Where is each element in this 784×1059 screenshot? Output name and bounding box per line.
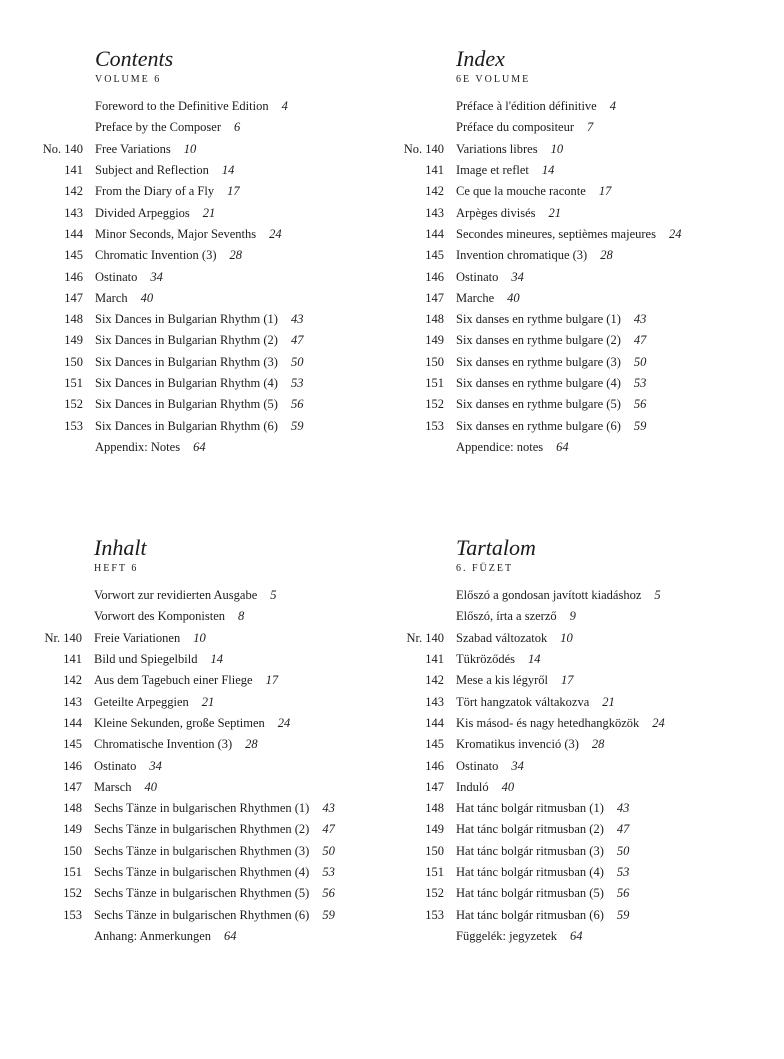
entry-page: 10 — [550, 141, 564, 156]
toc-entry — [29, 224, 429, 245]
entry-page: 14 — [541, 163, 555, 178]
toc-entry — [390, 755, 784, 776]
entry-number: 150 — [64, 354, 83, 369]
entry-title: Kis másod- és nagy hetedhangközök — [456, 715, 640, 730]
entry-number: 149 — [425, 333, 444, 348]
entry-page: 56 — [633, 397, 647, 412]
entry-page: 50 — [290, 354, 304, 369]
entry-title: Induló — [456, 779, 489, 794]
entry-number: 142 — [64, 184, 83, 199]
entry-number: 143 — [63, 694, 82, 709]
entry-page: 10 — [183, 141, 197, 156]
entry-title: Invention chromatique (3) — [456, 248, 588, 263]
toc-entry — [29, 266, 429, 287]
toc-entry — [28, 606, 428, 627]
entry-page: 21 — [548, 205, 561, 220]
entry-page: 53 — [322, 865, 335, 879]
entry-title: Six danses en rythme bulgare (5) — [456, 397, 621, 412]
toc-entry — [390, 904, 784, 925]
entry-page: 21 — [201, 694, 215, 709]
entry-title: From the Diary of a Fly — [95, 184, 215, 199]
entry-title: Freie Variationen — [94, 630, 181, 645]
entry-number: 145 — [425, 737, 444, 752]
toc-entry — [29, 96, 429, 117]
entry-page: 8 — [238, 609, 245, 624]
entry-number: 146 — [425, 758, 444, 773]
entry-number: 152 — [425, 886, 444, 901]
entry-title: Six danses en rythme bulgare (1) — [456, 312, 621, 327]
section-subtitle: HEFT 6 — [94, 563, 139, 574]
entry-page: 43 — [322, 801, 335, 816]
toc-entry — [390, 628, 784, 649]
entry-page: 10 — [193, 630, 206, 645]
toc-entry — [390, 649, 784, 670]
entry-number: 150 — [425, 354, 444, 369]
entry-number: 151 — [63, 865, 82, 879]
toc-entry — [28, 628, 428, 649]
toc-entry — [28, 734, 428, 755]
entry-title: Arpèges divisés — [456, 205, 536, 220]
entry-number: 142 — [63, 673, 82, 688]
entry-title: Kromatikus invenció (3) — [456, 737, 579, 752]
entry-title: Hat tánc bolgár ritmusban (4) — [456, 865, 604, 879]
toc-entry — [390, 224, 784, 245]
toc-entry — [29, 352, 429, 373]
entry-number: 148 — [425, 801, 444, 816]
toc-entry — [390, 713, 784, 734]
entry-number: 141 — [425, 163, 444, 178]
toc-entry — [390, 734, 784, 755]
entry-title: Szabad változatok — [456, 630, 548, 645]
entry-title: Sechs Tänze in bulgarischen Rhythmen (3) — [94, 843, 310, 858]
entry-page: 17 — [561, 673, 574, 688]
toc-entry — [390, 352, 784, 373]
entry-title: Ostinato — [456, 269, 499, 284]
entry-title: Sechs Tänze in bulgarischen Rhythmen (4) — [94, 865, 310, 879]
entry-title: Kleine Sekunden, große Septimen — [94, 715, 265, 730]
entry-number: 150 — [63, 843, 82, 858]
section-title: Inhalt — [94, 535, 147, 560]
toc-entry — [29, 117, 429, 138]
entry-number: 151 — [425, 865, 444, 879]
toc-entry — [390, 117, 784, 138]
entry-title: Six danses en rythme bulgare (6) — [456, 418, 621, 433]
entry-number: 147 — [64, 290, 83, 305]
entry-title: Tört hangzatok váltakozva — [456, 694, 590, 709]
entry-number: 153 — [425, 418, 444, 433]
entry-title: Chromatische Invention (3) — [94, 737, 233, 752]
entry-number: 149 — [64, 333, 83, 348]
toc-entry — [390, 691, 784, 712]
entry-page: 43 — [290, 312, 304, 327]
toc-entry — [390, 926, 784, 947]
entry-page: 10 — [560, 630, 573, 645]
toc-entry — [390, 394, 784, 415]
toc-entry — [390, 245, 784, 266]
entry-page: 17 — [598, 184, 612, 199]
toc-entry — [390, 288, 784, 309]
entry-title: Ce que la mouche raconte — [456, 184, 586, 199]
toc-entry — [29, 330, 429, 351]
entry-page: 28 — [591, 737, 605, 752]
entry-page: 47 — [633, 333, 647, 348]
entry-number: 144 — [64, 226, 83, 241]
entry-number: 149 — [425, 822, 444, 837]
toc-entry — [29, 373, 429, 394]
entry-number: 142 — [425, 673, 444, 688]
entry-title: Vorwort zur revidierten Ausgabe — [94, 588, 258, 603]
toc-entry — [390, 373, 784, 394]
entry-title: Előszó a gondosan javított kiadáshoz — [456, 588, 642, 603]
entry-page: 17 — [265, 673, 279, 688]
entry-title: Foreword to the Definitive Edition — [95, 99, 269, 114]
entry-number: 145 — [63, 737, 82, 752]
entry-title: Six Dances in Bulgarian Rhythm (2) — [95, 333, 278, 348]
entry-number: 145 — [64, 248, 83, 263]
entry-number: 141 — [425, 652, 444, 667]
toc-entry — [28, 883, 428, 904]
entry-page: 40 — [140, 290, 154, 305]
entry-title: Sechs Tänze in bulgarischen Rhythmen (6) — [94, 907, 310, 922]
toc-list — [390, 96, 784, 458]
entry-title: Ostinato — [95, 269, 138, 284]
toc-entry — [28, 819, 428, 840]
entry-page: 28 — [245, 737, 258, 752]
entry-title: Appendix: Notes — [95, 439, 181, 454]
entry-page: 40 — [144, 779, 157, 794]
toc-entry — [28, 904, 428, 925]
entry-number: 147 — [63, 779, 82, 794]
entry-page: 34 — [150, 269, 163, 284]
toc-entry — [390, 181, 784, 202]
entry-page: 34 — [149, 758, 162, 773]
entry-page: 64 — [193, 439, 206, 454]
entry-page: 28 — [600, 248, 613, 263]
toc-entry — [390, 415, 784, 436]
entry-title: Minor Seconds, Major Sevenths — [95, 226, 257, 241]
entry-page: 14 — [221, 163, 235, 178]
entry-number: 153 — [63, 907, 82, 922]
toc-entry — [390, 819, 784, 840]
entry-page: 34 — [511, 269, 524, 284]
toc-entry — [28, 862, 428, 883]
section-title: Index — [456, 46, 505, 71]
entry-title: Sechs Tänze in bulgarischen Rhythmen (1) — [94, 801, 310, 816]
entry-number: 153 — [425, 907, 444, 922]
entry-page: 4 — [281, 99, 288, 114]
entry-page: 6 — [234, 120, 241, 135]
entry-number: 144 — [425, 715, 444, 730]
entry-page: 14 — [528, 652, 541, 667]
toc-entry — [28, 841, 428, 862]
toc-entry — [28, 777, 428, 798]
entry-title: Ostinato — [94, 758, 137, 773]
entry-page: 7 — [587, 120, 594, 135]
entry-page: 50 — [322, 843, 335, 858]
entry-title: Préface à l'édition définitive — [456, 99, 597, 114]
entry-number: 143 — [425, 694, 444, 709]
toc-entry — [29, 437, 429, 458]
toc-entry — [28, 691, 428, 712]
entry-page: 47 — [322, 822, 335, 837]
entry-title: Preface by the Composer — [95, 120, 222, 135]
entry-number: 145 — [425, 248, 444, 263]
toc-list — [29, 96, 429, 458]
entry-number: 144 — [63, 715, 82, 730]
entry-page: 47 — [616, 822, 630, 837]
entry-title: Variations libres — [456, 141, 538, 156]
toc-entry — [28, 670, 428, 691]
section-title: Tartalom — [456, 535, 536, 560]
toc-entry — [28, 798, 428, 819]
entry-number: 153 — [64, 418, 83, 433]
entry-title: Marsch — [94, 779, 132, 794]
entry-page: 21 — [202, 205, 216, 220]
entry-title: Anhang: Anmerkungen — [94, 928, 211, 943]
entry-number: No. 140 — [403, 141, 444, 156]
entry-title: Chromatic Invention (3) — [95, 248, 217, 263]
entry-title: Ostinato — [456, 758, 499, 773]
entry-number: Nr. 140 — [44, 630, 82, 645]
entry-page: 47 — [290, 333, 304, 348]
entry-title: Subject and Reflection — [95, 163, 209, 178]
toc-entry — [390, 798, 784, 819]
toc-entry — [390, 841, 784, 862]
entry-page: 56 — [322, 886, 335, 901]
entry-page: 24 — [269, 226, 282, 241]
entry-number: 143 — [64, 205, 83, 220]
entry-title: Függelék: jegyzetek — [456, 928, 558, 943]
entry-number: 143 — [425, 205, 444, 220]
entry-title: Six danses en rythme bulgare (4) — [456, 376, 621, 390]
entry-page: 50 — [616, 843, 630, 858]
toc-entry — [29, 288, 429, 309]
entry-page: 53 — [616, 865, 630, 879]
entry-title: Six Dances in Bulgarian Rhythm (3) — [95, 354, 278, 369]
toc-entry — [29, 394, 429, 415]
entry-page: 34 — [511, 758, 524, 773]
entry-title: Előszó, írta a szerző — [456, 609, 557, 624]
entry-title: Free Variations — [95, 141, 171, 156]
toc-entry — [390, 862, 784, 883]
toc-entry — [390, 96, 784, 117]
entry-page: 21 — [602, 694, 615, 709]
entry-title: Vorwort des Komponisten — [94, 609, 226, 624]
toc-entry — [28, 926, 428, 947]
toc-entry — [29, 160, 429, 181]
toc-list — [28, 585, 428, 947]
entry-page: 28 — [229, 248, 242, 263]
entry-number: 151 — [64, 376, 83, 390]
section-subtitle: 6. FÜZET — [456, 563, 514, 574]
toc-entry — [28, 649, 428, 670]
entry-page: 4 — [609, 99, 616, 114]
entry-page: 24 — [652, 715, 665, 730]
entry-page: 64 — [224, 928, 237, 943]
toc-entry — [29, 139, 429, 160]
entry-page: 53 — [633, 376, 647, 390]
entry-page: 9 — [569, 609, 576, 624]
entry-number: 141 — [64, 163, 83, 178]
entry-page: 5 — [654, 588, 661, 603]
toc-entry — [29, 202, 429, 223]
entry-title: Mese a kis légyről — [456, 673, 548, 688]
entry-title: Sechs Tänze in bulgarischen Rhythmen (5) — [94, 886, 310, 901]
entry-page: 24 — [668, 226, 682, 241]
entry-number: 144 — [425, 226, 444, 241]
entry-number: No. 140 — [42, 141, 83, 156]
entry-title: Geteilte Arpeggien — [94, 694, 189, 709]
entry-number: 150 — [425, 843, 444, 858]
entry-title: March — [95, 290, 128, 305]
entry-number: 148 — [64, 312, 83, 327]
entry-page: 40 — [501, 779, 515, 794]
entry-page: 56 — [616, 886, 630, 901]
section-title: Contents — [95, 46, 174, 71]
toc-entry — [390, 437, 784, 458]
entry-title: Six danses en rythme bulgare (2) — [456, 333, 621, 348]
entry-page: 5 — [270, 588, 277, 603]
toc-entry — [390, 670, 784, 691]
toc-entry — [29, 181, 429, 202]
entry-title: Six danses en rythme bulgare (3) — [456, 354, 621, 369]
entry-number: 149 — [63, 822, 82, 837]
entry-page: 64 — [556, 439, 569, 454]
toc-entry — [28, 755, 428, 776]
entry-number: 146 — [425, 269, 444, 284]
entry-page: 17 — [227, 184, 240, 199]
toc-entry — [29, 415, 429, 436]
entry-title: Hat tánc bolgár ritmusban (5) — [456, 886, 604, 901]
toc-entry — [390, 606, 784, 627]
entry-title: Image et reflet — [456, 163, 529, 178]
entry-number: 148 — [425, 312, 444, 327]
entry-page: 40 — [507, 290, 520, 305]
entry-number: 151 — [425, 376, 444, 390]
entry-number: 152 — [64, 397, 83, 412]
entry-page: 14 — [210, 652, 223, 667]
toc-list — [390, 585, 784, 947]
section-subtitle: 6E VOLUME — [456, 74, 531, 85]
entry-number: 147 — [425, 290, 444, 305]
section-subtitle: VOLUME 6 — [95, 74, 162, 85]
entry-number: 141 — [63, 652, 82, 667]
entry-page: 43 — [633, 312, 647, 327]
entry-title: Préface du compositeur — [456, 120, 575, 135]
entry-page: 59 — [322, 907, 335, 922]
toc-entry — [390, 309, 784, 330]
entry-title: Bild und Spiegelbild — [94, 652, 198, 667]
toc-entry — [28, 585, 428, 606]
toc-entry — [390, 202, 784, 223]
toc-entry — [29, 245, 429, 266]
entry-title: Aus dem Tagebuch einer Fliege — [94, 673, 253, 688]
entry-title: Six Dances in Bulgarian Rhythm (1) — [95, 312, 278, 327]
entry-page: 64 — [570, 928, 583, 943]
toc-entry — [390, 139, 784, 160]
entry-page: 56 — [290, 397, 304, 412]
toc-entry — [390, 160, 784, 181]
toc-entry — [390, 330, 784, 351]
entry-title: Secondes mineures, septièmes majeures — [456, 226, 656, 241]
entry-title: Hat tánc bolgár ritmusban (6) — [456, 907, 604, 922]
entry-page: 43 — [616, 801, 630, 816]
entry-number: Nr. 140 — [406, 630, 444, 645]
entry-page: 50 — [633, 354, 647, 369]
entry-title: Tükröződés — [456, 652, 516, 667]
entry-title: Sechs Tänze in bulgarischen Rhythmen (2) — [94, 822, 310, 837]
entry-page: 59 — [633, 418, 647, 433]
entry-page: 53 — [290, 376, 304, 390]
entry-number: 152 — [425, 397, 444, 412]
entry-page: 24 — [277, 715, 291, 730]
toc-entry — [28, 713, 428, 734]
entry-title: Appendice: notes — [456, 439, 544, 454]
entry-number: 146 — [63, 758, 82, 773]
toc-entry — [390, 777, 784, 798]
entry-title: Divided Arpeggios — [95, 205, 190, 220]
entry-title: Six Dances in Bulgarian Rhythm (6) — [95, 418, 278, 433]
entry-number: 146 — [64, 269, 83, 284]
entry-title: Hat tánc bolgár ritmusban (3) — [456, 843, 604, 858]
entry-title: Six Dances in Bulgarian Rhythm (5) — [95, 397, 278, 412]
toc-entry — [29, 309, 429, 330]
toc-entry — [390, 585, 784, 606]
entry-page: 59 — [616, 907, 630, 922]
entry-number: 142 — [425, 184, 444, 199]
entry-number: 152 — [63, 886, 82, 901]
entry-page: 59 — [290, 418, 304, 433]
entry-title: Marche — [456, 290, 495, 305]
toc-entry — [390, 883, 784, 904]
entry-number: 147 — [425, 779, 444, 794]
entry-title: Hat tánc bolgár ritmusban (1) — [456, 801, 604, 816]
entry-number: 148 — [63, 801, 82, 816]
entry-title: Six Dances in Bulgarian Rhythm (4) — [95, 376, 278, 390]
entry-title: Hat tánc bolgár ritmusban (2) — [456, 822, 604, 837]
toc-entry — [390, 266, 784, 287]
